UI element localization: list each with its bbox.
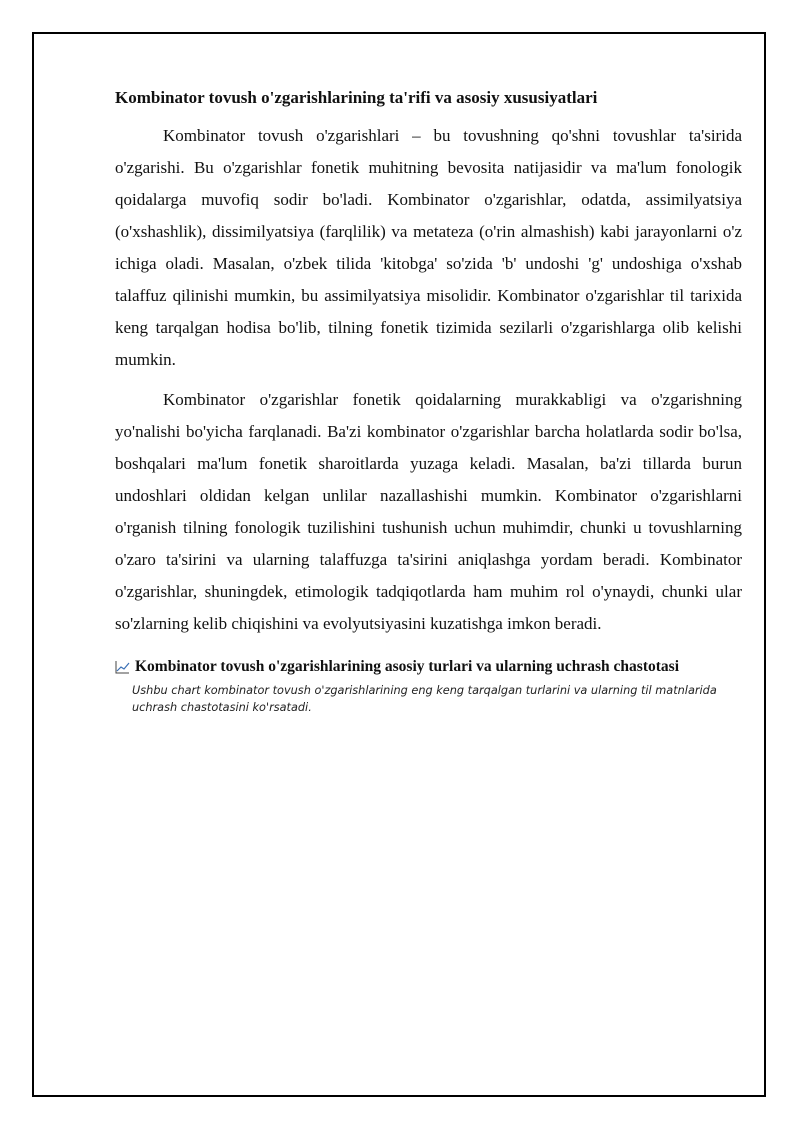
section-heading: Kombinator tovush o'zgarishlarining ta'rifi va asosiy xususiyatlari bbox=[115, 88, 598, 107]
paragraph-2: Kombinator o'zgarishlar fonetik qoidalarning murakkabligi va o'zgarishning yo'nalishi bo'yicha farqlanadi. Ba'zi kombinator o'zgarishlar barcha holatlarda sodir bo'lsa, boshqalari ma'lum fonetik sharoitlarda yuzaga keladi. Masalan, ba'zi tillarda burun undoshlari oldidan kelgan unlilar nazallashishi mumkin. Kombinator o'zgarishlarni o'rganish tilning fonologik tuzilishini tushunish uchun muhimdir, chunki u tovushlarning o'zaro ta'sirini va ularning talaffuzga ta'sirini aniqlashga yordam beradi. Kombinator o'zgarishlar, shuningdek, etimologik tadqiqotlarda ham muhim rol o'ynaydi, chunki ular so'zlarning kelib chiqishini va evolyutsiyasini kuzatishga imkon beradi. bbox=[115, 390, 742, 633]
paragraph-1: Kombinator tovush o'zgarishlari – bu tovushning qo'shni tovushlar ta'sirida o'zgarishi. Bu o'zgarishlar fonetik muhitning bevosita natijasidir va ma'lum fonologik qoidalarga muvofiq sodir bo'ladi. Kombinator o'zgarishlar, odatda, assimilyatsiya (o'xshashlik), dissimilyatsiya (farqlilik) va metateza (o'rin almashish) kabi jarayonlarni o'z ichiga oladi. Masalan, o'zbek tilida 'kitobga' so'zida 'b' undoshi 'g' undoshiga o'xshab talaffuz qilinishi mumkin, bu assimilyatsiya misolidir. Kombinator o'zgarishlar til tarixida keng tarqalgan hodisa bo'lib, tilning fonetik tizimida sezilarli o'zgarishlarga olib kelishi mumkin. bbox=[115, 126, 742, 369]
chart-title: Kombinator tovush o'zgarishlarining asosiy turlari va ularning uchrash chastotasi bbox=[135, 658, 679, 675]
chart-title-row bbox=[115, 656, 742, 678]
document-body bbox=[115, 86, 742, 716]
chart-caption: Ushbu chart kombinator tovush o'zgarishlarining eng keng tarqalgan turlarini va ularning til matnlarida uchrash chastotasini ko'rsatadi. bbox=[132, 684, 717, 714]
chart-icon bbox=[115, 660, 130, 674]
